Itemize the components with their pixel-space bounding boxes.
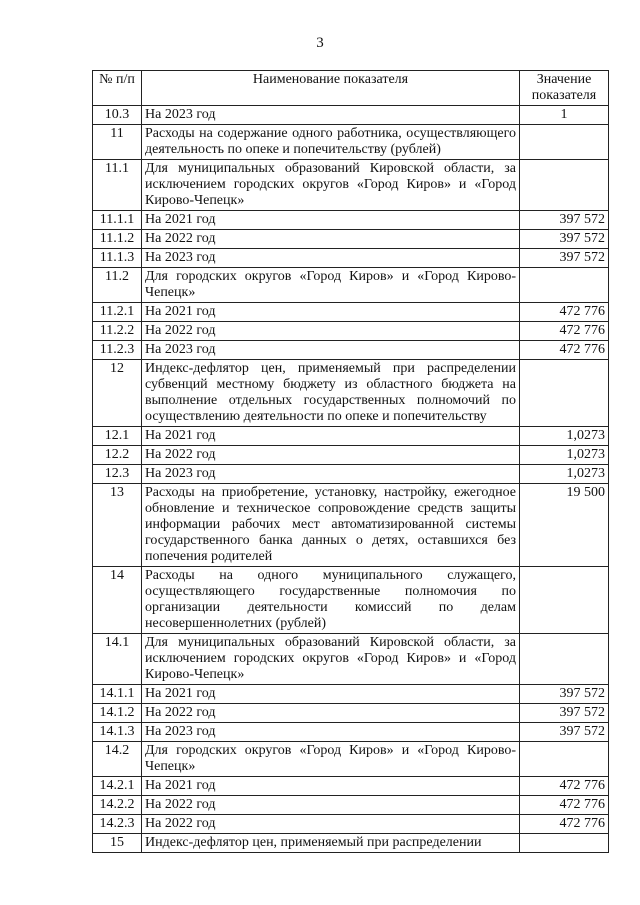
header-name: Наименование показателя xyxy=(142,71,520,106)
row-name: На 2021 год xyxy=(142,427,520,446)
row-number: 11.1.3 xyxy=(93,249,142,268)
table-row xyxy=(93,723,609,742)
row-number: 14.2.3 xyxy=(93,815,142,834)
row-value: 19 500 xyxy=(520,484,609,567)
row-value: 1,0273 xyxy=(520,427,609,446)
row-number: 11.2.2 xyxy=(93,322,142,341)
table-row xyxy=(93,465,609,484)
table-row xyxy=(93,815,609,834)
row-name: Для городских округов «Город Киров» и «Город Кирово-Чепецк» xyxy=(142,742,520,777)
row-number: 12.1 xyxy=(93,427,142,446)
row-name: На 2022 год xyxy=(142,815,520,834)
row-value: 472 776 xyxy=(520,341,609,360)
row-name: Для городских округов «Город Киров» и «Город Кирово-Чепецк» xyxy=(142,268,520,303)
row-name: На 2022 год xyxy=(142,322,520,341)
row-value xyxy=(520,567,609,634)
row-number: 11.1.1 xyxy=(93,211,142,230)
row-number: 12 xyxy=(93,360,142,427)
row-number: 14.1 xyxy=(93,634,142,685)
row-number: 14.2 xyxy=(93,742,142,777)
row-number: 14.2.2 xyxy=(93,796,142,815)
row-value: 397 572 xyxy=(520,723,609,742)
table-row xyxy=(93,160,609,211)
row-name: Индекс-дефлятор цен, применяемый при распределении субвенций местному бюджету из областного бюджета на выполнение отдельных государственных полномочий по осуществлению деятельности по опеке и попечительству xyxy=(142,360,520,427)
table-row xyxy=(93,106,609,125)
table-body xyxy=(93,106,609,853)
row-number: 15 xyxy=(93,834,142,853)
row-value xyxy=(520,634,609,685)
row-value xyxy=(520,834,609,853)
row-name: На 2023 год xyxy=(142,465,520,484)
table-row xyxy=(93,230,609,249)
row-name: Для муниципальных образований Кировской области, за исключением городских округов «Город Киров» и «Город Кирово-Чепецк» xyxy=(142,634,520,685)
table-header-row xyxy=(93,71,609,106)
row-value: 1,0273 xyxy=(520,465,609,484)
table-row xyxy=(93,427,609,446)
row-value: 397 572 xyxy=(520,230,609,249)
row-value: 1 xyxy=(520,106,609,125)
row-number: 12.2 xyxy=(93,446,142,465)
table-row xyxy=(93,303,609,322)
row-name: Для муниципальных образований Кировской области, за исключением городских округов «Город Киров» и «Город Кирово-Чепецк» xyxy=(142,160,520,211)
row-name: На 2023 год xyxy=(142,723,520,742)
indicators-table xyxy=(92,70,609,853)
header-num: № п/п xyxy=(93,71,142,106)
row-number: 14.1.1 xyxy=(93,685,142,704)
row-name: На 2021 год xyxy=(142,777,520,796)
page-number: 3 xyxy=(316,35,324,51)
row-value: 397 572 xyxy=(520,704,609,723)
row-name: Расходы на содержание одного работника, осуществляющего деятельность по опеке и попечительству (рублей) xyxy=(142,125,520,160)
table-row xyxy=(93,634,609,685)
row-name: На 2022 год xyxy=(142,796,520,815)
table-row xyxy=(93,211,609,230)
table-row xyxy=(93,341,609,360)
row-name: Расходы на приобретение, установку, настройку, ежегодное обновление и техническое сопровождение средств защиты информации рабочих мест автоматизированной системы государственного банка данных о детях, оставшихся без попечения родителей xyxy=(142,484,520,567)
row-name: На 2022 год xyxy=(142,704,520,723)
row-name: На 2023 год xyxy=(142,341,520,360)
row-number: 11 xyxy=(93,125,142,160)
row-name: На 2021 год xyxy=(142,685,520,704)
row-value: 472 776 xyxy=(520,796,609,815)
row-name: Индекс-дефлятор цен, применяемый при распределении xyxy=(142,834,520,853)
table-row xyxy=(93,742,609,777)
row-number: 10.3 xyxy=(93,106,142,125)
row-number: 14.1.3 xyxy=(93,723,142,742)
row-name: На 2022 год xyxy=(142,230,520,249)
row-value xyxy=(520,360,609,427)
row-number: 11.2.3 xyxy=(93,341,142,360)
table-row xyxy=(93,704,609,723)
row-number: 11.2 xyxy=(93,268,142,303)
row-value: 1,0273 xyxy=(520,446,609,465)
row-value: 397 572 xyxy=(520,685,609,704)
row-number: 14.1.2 xyxy=(93,704,142,723)
table-row xyxy=(93,685,609,704)
row-value: 472 776 xyxy=(520,303,609,322)
row-value: 397 572 xyxy=(520,211,609,230)
row-value: 397 572 xyxy=(520,249,609,268)
row-value: 472 776 xyxy=(520,815,609,834)
row-value: 472 776 xyxy=(520,777,609,796)
row-name: На 2023 год xyxy=(142,106,520,125)
row-value xyxy=(520,268,609,303)
row-value xyxy=(520,742,609,777)
row-number: 14.2.1 xyxy=(93,777,142,796)
table-row xyxy=(93,796,609,815)
row-number: 14 xyxy=(93,567,142,634)
row-value: 472 776 xyxy=(520,322,609,341)
table-row xyxy=(93,484,609,567)
row-value xyxy=(520,160,609,211)
table-row xyxy=(93,360,609,427)
table-row xyxy=(93,777,609,796)
row-name: Расходы на одного муниципального служащего, осуществляющего государственные полномочия по организации деятельности комиссий по делам несовершеннолетних (рублей) xyxy=(142,567,520,634)
row-number: 13 xyxy=(93,484,142,567)
row-number: 11.1.2 xyxy=(93,230,142,249)
row-value xyxy=(520,125,609,160)
row-name: На 2023 год xyxy=(142,249,520,268)
row-name: На 2021 год xyxy=(142,303,520,322)
table-row xyxy=(93,834,609,853)
table-row xyxy=(93,268,609,303)
row-number: 11.1 xyxy=(93,160,142,211)
table-row xyxy=(93,567,609,634)
table-row xyxy=(93,322,609,341)
table-row xyxy=(93,125,609,160)
row-name: На 2022 год xyxy=(142,446,520,465)
row-number: 11.2.1 xyxy=(93,303,142,322)
row-number: 12.3 xyxy=(93,465,142,484)
row-name: На 2021 год xyxy=(142,211,520,230)
header-value: Значение показателя xyxy=(520,71,609,106)
table-row xyxy=(93,446,609,465)
table-row xyxy=(93,249,609,268)
